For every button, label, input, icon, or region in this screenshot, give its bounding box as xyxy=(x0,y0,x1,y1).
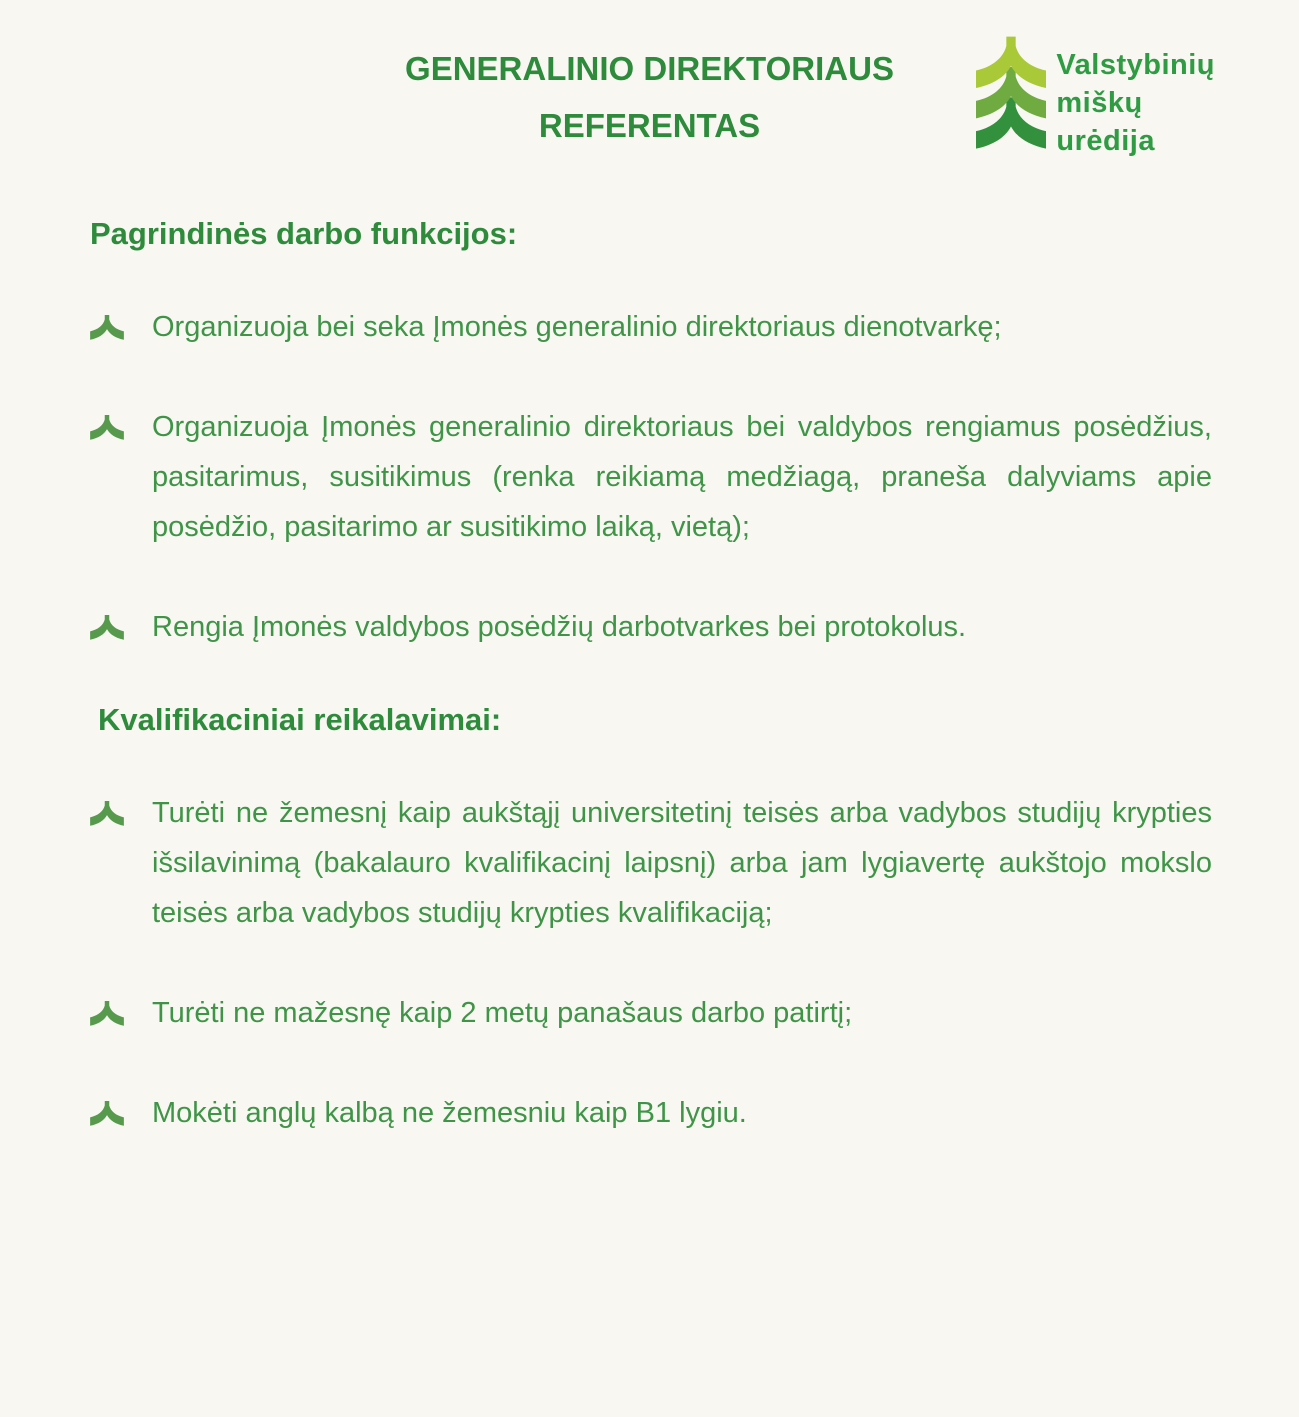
page-title-line-1: GENERALINIO DIREKTORIAUS xyxy=(405,50,894,87)
tree-branch-icon xyxy=(90,602,152,652)
logo-word-1: Valstybinių xyxy=(1056,49,1215,81)
section-heading-qualifications: Kvalifikaciniai reikalavimai: xyxy=(98,702,502,737)
document-body xyxy=(90,216,1212,1138)
company-logo xyxy=(976,36,1215,160)
tree-branch-icon xyxy=(90,788,152,938)
functions-list xyxy=(90,302,1212,652)
list-item xyxy=(90,1088,1212,1138)
list-item xyxy=(90,788,1212,938)
tree-branch-icon xyxy=(90,402,152,552)
tree-branch-icon xyxy=(90,988,152,1038)
tree-branch-icon xyxy=(90,1088,152,1138)
company-logo-wordmark xyxy=(1056,36,1215,160)
list-item xyxy=(90,402,1212,552)
logo-word-2: miškų xyxy=(1056,87,1143,119)
list-item-text: Organizuoja Įmonės generalinio direktoriaus bei valdybos rengiamus posėdžius, pasitarimus, susitikimus (renka reikiamą medžiagą, praneša dalyviams apie posėdžio, pasitarimo ar susitikimo laiką, vietą); xyxy=(152,411,1212,543)
list-item xyxy=(90,302,1212,352)
list-item-text: Organizuoja bei seka Įmonės generalinio direktoriaus dienotvarkę; xyxy=(152,311,1002,343)
qualifications-list xyxy=(90,788,1212,1138)
list-item-text: Mokėti anglų kalbą ne žemesniu kaip B1 lygiu. xyxy=(152,1097,747,1129)
tree-branch-icon xyxy=(90,302,152,352)
section-heading-functions: Pagrindinės darbo funkcijos: xyxy=(90,216,518,251)
list-item xyxy=(90,602,1212,652)
list-item-text: Rengia Įmonės valdybos posėdžių darbotvarkes bei protokolus. xyxy=(152,611,967,643)
page-title-line-2: REFERENTAS xyxy=(538,107,761,144)
fir-tree-icon xyxy=(976,36,1046,154)
list-item-text: Turėti ne mažesnę kaip 2 metų panašaus darbo patirtį; xyxy=(152,997,853,1029)
list-item-text: Turėti ne žemesnį kaip aukštąjį universitetinį teisės arba vadybos studijų krypties išsilavinimą (bakalauro kvalifikacinį laipsnį) arba jam lygiavertę aukštojo mokslo teisės arba vadybos studijų krypties kvalifikaciją; xyxy=(152,797,1212,929)
list-item xyxy=(90,988,1212,1038)
logo-word-3: urėdija xyxy=(1056,125,1155,157)
